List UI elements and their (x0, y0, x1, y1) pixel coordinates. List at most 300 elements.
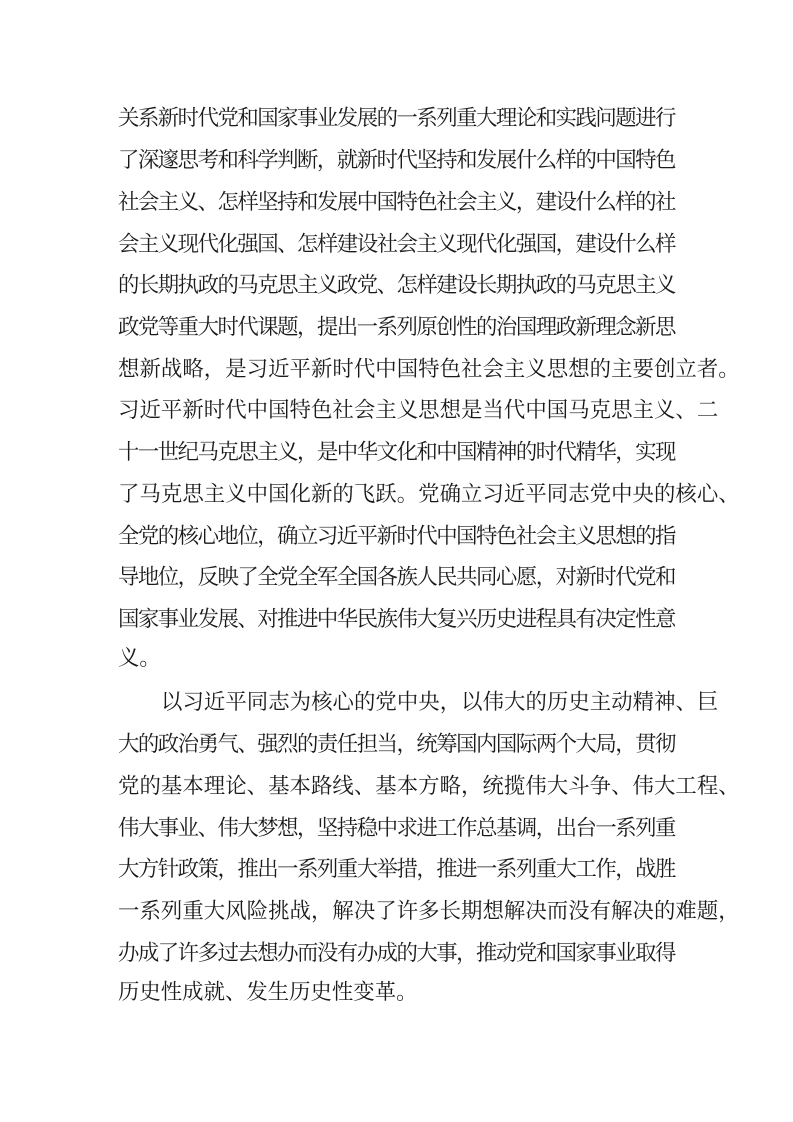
character: 、 (246, 773, 269, 798)
character: 动 (495, 940, 518, 965)
character: 代 (197, 106, 219, 131)
character: 出 (257, 857, 279, 882)
character: 、 (675, 398, 697, 423)
character: 多 (197, 940, 219, 965)
character: 动 (611, 690, 633, 715)
character: 神 (495, 440, 518, 465)
character: 就 (336, 148, 359, 173)
character: 政 (177, 857, 200, 882)
character: 党 (515, 940, 538, 965)
character: 伟 (632, 773, 654, 798)
character: 当 (376, 732, 398, 757)
character: 设 (456, 273, 478, 298)
character: 推 (237, 857, 259, 882)
character: 大 (416, 606, 438, 631)
character: 的 (653, 899, 676, 924)
character: 近 (203, 690, 226, 715)
character: 同 (246, 690, 269, 715)
character: 作 (456, 815, 478, 840)
character: 义 (157, 231, 180, 256)
character: 会 (137, 189, 160, 214)
character: 新 (575, 314, 597, 339)
character: 党 (277, 565, 299, 590)
character: 坚 (257, 189, 279, 214)
character: 社 (376, 231, 398, 256)
character: 定 (615, 606, 637, 631)
character: 、 (718, 773, 740, 798)
character: 全 (257, 565, 279, 590)
character: 创 (436, 314, 458, 339)
character: 政 (555, 314, 577, 339)
character: 国 (118, 606, 140, 631)
character: 国 (376, 189, 398, 214)
character: 和 (237, 106, 259, 131)
character: 和 (456, 148, 478, 173)
character: 的 (376, 106, 398, 131)
character: 基 (375, 773, 397, 798)
character: 么 (635, 231, 657, 256)
character: 史 (495, 606, 518, 631)
character: 解 (611, 899, 633, 924)
character: 会 (396, 231, 418, 256)
character: 作 (595, 857, 617, 882)
character: 者 (696, 356, 719, 381)
character: 发 (316, 189, 339, 214)
character: 一 (595, 815, 617, 840)
character: 的 (139, 773, 161, 798)
character: 心 (332, 690, 354, 715)
character: 坚 (316, 815, 339, 840)
character: 主 (635, 273, 657, 298)
character: 近 (139, 398, 161, 423)
character: 梦 (257, 815, 279, 840)
character: 设 (356, 231, 379, 256)
character: 许 (396, 899, 419, 924)
character: 大 (237, 815, 259, 840)
character: 业 (615, 940, 637, 965)
character: 历 (546, 690, 569, 715)
character: 中 (396, 690, 419, 715)
character: 总 (476, 815, 498, 840)
character: 大 (575, 732, 597, 757)
character: 基 (268, 773, 290, 798)
character: 同 (546, 481, 569, 506)
character: 胜 (655, 857, 677, 882)
character: 事 (595, 940, 617, 965)
character: 思 (418, 398, 440, 423)
character: 党 (635, 565, 657, 590)
character: ， (316, 148, 339, 173)
character: 历 (476, 606, 498, 631)
character: 国 (456, 523, 478, 548)
character: 纪 (177, 440, 200, 465)
character: 新 (635, 314, 657, 339)
character: 基 (160, 773, 183, 798)
character: 时 (376, 148, 398, 173)
character: 列 (515, 857, 538, 882)
character: 业 (177, 815, 200, 840)
character: 义 (436, 231, 458, 256)
character: 建 (535, 189, 558, 214)
character: 指 (655, 523, 677, 548)
character: 大 (546, 773, 569, 798)
character: 会 (456, 189, 478, 214)
character: 伟 (217, 815, 239, 840)
character: ， (396, 732, 418, 757)
character: 有 (575, 606, 597, 631)
character: 决 (525, 899, 547, 924)
character: 代 (476, 231, 498, 256)
character: ， (177, 565, 200, 590)
character: 怎 (217, 189, 239, 214)
character: 的 (525, 690, 547, 715)
character: 强 (515, 231, 538, 256)
character: 义 (575, 523, 597, 548)
character: 跃 (375, 481, 397, 506)
character: 中 (525, 398, 547, 423)
character: 国 (268, 398, 290, 423)
character: 坚 (416, 148, 438, 173)
character: ， (456, 940, 478, 965)
character: 地 (217, 523, 239, 548)
character: 克 (257, 273, 279, 298)
character: 想 (439, 398, 461, 423)
character: 党 (217, 106, 239, 131)
character: 挑 (268, 899, 290, 924)
character: 中 (316, 606, 339, 631)
character: 大 (197, 314, 219, 339)
character: 一 (118, 899, 140, 924)
character: 共 (456, 565, 478, 590)
character: 平 (289, 356, 311, 381)
character: 。 (718, 356, 740, 381)
character: 勇 (197, 732, 219, 757)
character: 国 (456, 732, 478, 757)
character: 伟 (396, 606, 418, 631)
character: 习 (482, 481, 504, 506)
character: 而 (297, 940, 319, 965)
character: 办 (356, 940, 379, 965)
character: 主 (476, 189, 498, 214)
character: 措 (396, 857, 418, 882)
character: 政 (197, 273, 219, 298)
character: 性 (635, 606, 657, 631)
character: 建 (436, 273, 458, 298)
character: 统 (416, 732, 438, 757)
character: 主 (203, 481, 226, 506)
character: 主 (297, 273, 319, 298)
character: 军 (316, 565, 339, 590)
character: 心 (696, 481, 719, 506)
text-line: 历史性成就、发生历史性变革。 (118, 980, 418, 1005)
text-line (118, 263, 675, 305)
character: 特 (396, 189, 418, 214)
character: 了 (237, 565, 259, 590)
character: 列 (635, 815, 657, 840)
character: 论 (515, 106, 538, 131)
character: 、 (675, 690, 697, 715)
character: 建 (336, 231, 359, 256)
character: 解 (332, 899, 354, 924)
character: 华 (595, 440, 617, 465)
character: 是 (225, 356, 247, 381)
character: 会 (482, 356, 504, 381)
character: 性 (456, 314, 478, 339)
character: 主 (632, 398, 654, 423)
character: 大 (555, 857, 577, 882)
character: 党 (137, 523, 160, 548)
character: 大 (118, 732, 140, 757)
character: 事 (157, 815, 180, 840)
character: 展 (217, 606, 239, 631)
character: 主 (157, 189, 180, 214)
character: 的 (476, 314, 498, 339)
character: 大 (203, 899, 226, 924)
character: 争 (589, 773, 612, 798)
character: 主 (257, 440, 279, 465)
character: 斗 (568, 773, 590, 798)
character: 事 (157, 606, 180, 631)
character: 色 (416, 189, 438, 214)
character: 怎 (297, 231, 319, 256)
character: 过 (217, 940, 239, 965)
character: 本 (396, 773, 419, 798)
character: 思 (655, 314, 677, 339)
character: 险 (246, 899, 269, 924)
character: 一 (356, 314, 379, 339)
character: 为 (289, 690, 312, 715)
character: 进 (416, 815, 438, 840)
character: 线 (332, 773, 354, 798)
character: 克 (589, 398, 612, 423)
character: 伟 (525, 773, 547, 798)
character: 基 (495, 815, 518, 840)
character: ， (615, 857, 637, 882)
character: 列 (396, 314, 418, 339)
character: 党 (137, 314, 160, 339)
character: 一 (476, 857, 498, 882)
character: 彻 (655, 732, 677, 757)
character: 义 (277, 440, 299, 465)
character: 中 (246, 398, 269, 423)
character: 期 (461, 899, 483, 924)
character: 提 (316, 314, 339, 339)
character: 展 (356, 106, 379, 131)
character: 思 (595, 523, 617, 548)
character: 色 (439, 356, 461, 381)
character: 本 (182, 773, 204, 798)
character: 马 (197, 440, 219, 465)
character: 立 (461, 481, 483, 506)
character: 地 (137, 565, 160, 590)
character: 想 (568, 356, 590, 381)
character: 主 (503, 356, 526, 381)
character: 马 (237, 273, 259, 298)
character: 的 (137, 732, 160, 757)
character: 政 (118, 314, 140, 339)
character: 大 (137, 815, 160, 840)
character: 的 (157, 523, 180, 548)
text-line (118, 471, 740, 513)
character: 国 (546, 398, 569, 423)
character: 新 (356, 148, 379, 173)
character: 党 (418, 481, 440, 506)
character: 事 (297, 106, 319, 131)
character: 的 (118, 273, 140, 298)
character: ， (535, 815, 558, 840)
character: 特 (418, 356, 440, 381)
character: 志 (268, 690, 290, 715)
character: 没 (316, 940, 339, 965)
character: 代 (197, 231, 219, 256)
character: 了 (118, 481, 140, 506)
character: 持 (336, 815, 359, 840)
character: 立 (675, 356, 697, 381)
character: 代 (555, 440, 577, 465)
character: 有 (589, 899, 612, 924)
character: 神 (654, 690, 676, 715)
character: 新 (575, 565, 597, 590)
character: 党 (356, 273, 379, 298)
character: 化 (396, 440, 418, 465)
character: 平 (225, 690, 247, 715)
character: 马 (139, 481, 161, 506)
character: 世 (157, 440, 180, 465)
character: 建 (575, 231, 597, 256)
character: 会 (118, 231, 140, 256)
character: 义 (177, 189, 200, 214)
character: 的 (575, 148, 597, 173)
character: 的 (515, 440, 538, 465)
character: 义 (655, 273, 677, 298)
character: 主 (555, 523, 577, 548)
character: 、 (718, 481, 740, 506)
character: 中 (336, 440, 359, 465)
character: ， (615, 732, 637, 757)
character: 想 (257, 940, 279, 965)
character: 义 (225, 481, 247, 506)
character: 多 (418, 899, 440, 924)
character: 社 (436, 189, 458, 214)
character: ， (297, 314, 319, 339)
character: 一 (277, 857, 299, 882)
character: 政 (157, 732, 180, 757)
character: ， (515, 189, 538, 214)
character: 方 (418, 773, 440, 798)
character: 的 (396, 940, 418, 965)
character: 么 (535, 148, 558, 173)
character: 化 (495, 231, 518, 256)
character: 得 (655, 940, 677, 965)
character: 执 (177, 273, 200, 298)
character: 什 (575, 189, 597, 214)
character: 党 (118, 773, 140, 798)
character: 民 (436, 565, 458, 590)
text-line (118, 96, 675, 138)
character: 代 (225, 398, 247, 423)
character: 现 (177, 231, 200, 256)
character: 克 (160, 481, 183, 506)
character: 筹 (436, 732, 458, 757)
character: 社 (461, 356, 483, 381)
character: 平 (525, 481, 547, 506)
character: 战 (289, 899, 311, 924)
character: 系 (139, 899, 161, 924)
character: 两 (535, 732, 558, 757)
character: 进 (456, 857, 478, 882)
character: 大 (118, 857, 140, 882)
character: 思 (277, 273, 299, 298)
character: 发 (197, 606, 219, 631)
character: 会 (535, 523, 558, 548)
text-line (118, 930, 675, 972)
character: 全 (297, 565, 319, 590)
character: 、 (376, 273, 398, 298)
character: 调 (515, 815, 538, 840)
character: 政 (535, 273, 558, 298)
character: 课 (257, 314, 279, 339)
character: 习 (118, 398, 140, 423)
character: 思 (611, 398, 633, 423)
character: 统 (482, 773, 504, 798)
character: 路 (310, 773, 333, 798)
character: 重 (177, 314, 200, 339)
character: 时 (595, 565, 617, 590)
character: 论 (225, 773, 247, 798)
character: 国 (456, 440, 478, 465)
character: 重 (456, 106, 478, 131)
character: 气 (217, 732, 239, 757)
character: 判 (277, 148, 299, 173)
character: 理 (535, 314, 558, 339)
character: 代 (615, 565, 637, 590)
character: 和 (535, 940, 558, 965)
character: 题 (615, 106, 637, 131)
character: 重 (535, 857, 558, 882)
character: 发 (476, 148, 498, 173)
character: 推 (476, 940, 498, 965)
character: 华 (356, 440, 379, 465)
text-line (118, 597, 675, 639)
character: 和 (655, 565, 677, 590)
character: 马 (575, 273, 597, 298)
character: 代 (353, 356, 376, 381)
character: 代 (396, 148, 418, 173)
character: 考 (197, 148, 219, 173)
text-line (118, 555, 675, 597)
character: 现 (456, 231, 478, 256)
character: 策 (197, 857, 219, 882)
character: 系 (297, 857, 319, 882)
character: 进 (635, 106, 657, 131)
character: 展 (495, 148, 518, 173)
character: 长 (476, 273, 498, 298)
character: 担 (356, 732, 379, 757)
character: 各 (376, 565, 398, 590)
character: 国 (268, 481, 290, 506)
character: 央 (632, 481, 654, 506)
character: 中 (375, 356, 397, 381)
character: 样 (237, 189, 259, 214)
character: 特 (289, 398, 311, 423)
character: 兴 (456, 606, 478, 631)
character: 大 (476, 106, 498, 131)
character: 践 (575, 106, 597, 131)
character: 文 (376, 440, 398, 465)
character: 社 (515, 523, 538, 548)
character: 的 (217, 273, 239, 298)
character: 办 (118, 940, 140, 965)
